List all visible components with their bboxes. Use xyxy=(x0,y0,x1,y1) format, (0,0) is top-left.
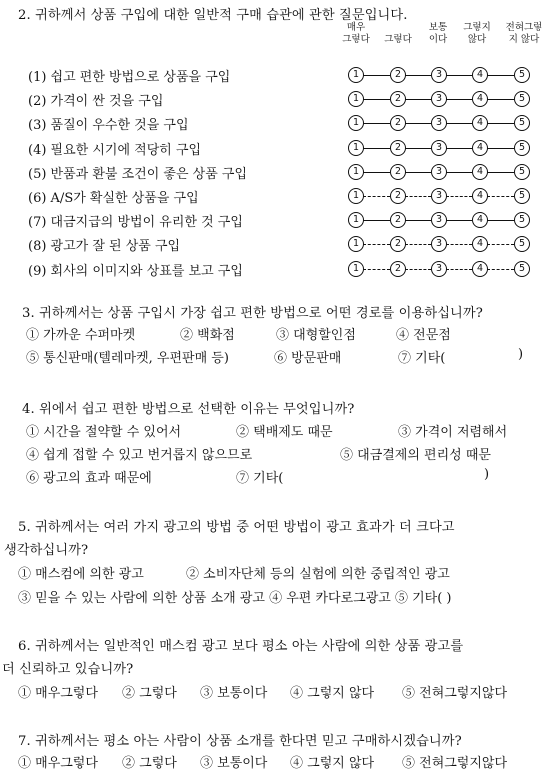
scale-connector xyxy=(363,148,390,149)
q2-rating-scale xyxy=(348,236,532,252)
rating-option-4[interactable]: 4 xyxy=(472,212,488,228)
scale-connector xyxy=(363,75,390,76)
q4-title: 4. 위에서 쉽고 편한 방법으로 선택한 이유는 무엇입니까? xyxy=(22,402,355,417)
q2-title: 2. 귀하께서 상품 구입에 대한 일반적 구매 습관에 관한 질문입니다. xyxy=(18,8,408,23)
rating-option-2[interactable]: 2 xyxy=(390,236,406,252)
rating-option-4[interactable]: 4 xyxy=(472,236,488,252)
q4-option-5[interactable]: ⑤ 대금결제의 편리성 때문 xyxy=(340,448,491,463)
q6-option-5[interactable]: ⑤ 전혀그렇지않다 xyxy=(402,686,508,701)
q2-item-label: (3) 품질이 우수한 것을 구입 xyxy=(28,118,189,133)
q7-option-1[interactable]: ① 매우그렇다 xyxy=(18,756,98,771)
rating-option-2[interactable]: 2 xyxy=(390,164,406,180)
rating-option-1[interactable]: 1 xyxy=(348,140,364,156)
rating-option-5[interactable]: 5 xyxy=(514,164,530,180)
rating-option-5[interactable]: 5 xyxy=(514,115,530,131)
rating-option-3[interactable]: 3 xyxy=(431,140,447,156)
rating-option-5[interactable]: 5 xyxy=(514,236,530,252)
q3-option-4[interactable]: ④ 전문점 xyxy=(396,328,451,343)
rating-option-2[interactable]: 2 xyxy=(390,212,406,228)
scale-connector xyxy=(405,196,431,197)
q7-title: 7. 귀하께서는 평소 아는 사람이 상품 소개를 한다면 믿고 구매하시겠습니까? xyxy=(18,734,462,749)
q4-option-4[interactable]: ④ 쉽게 접할 수 있고 번거롭지 않으므로 xyxy=(26,448,253,463)
q6-option-4[interactable]: ④ 그렇지 않다 xyxy=(290,686,375,701)
q2-header-3: 보통 이다 xyxy=(428,22,448,45)
scale-connector xyxy=(446,196,472,197)
scale-connector xyxy=(446,172,472,173)
rating-option-4[interactable]: 4 xyxy=(472,140,488,156)
rating-option-1[interactable]: 1 xyxy=(348,115,364,131)
scale-connector xyxy=(363,220,390,221)
q3-option-7[interactable]: ⑦ 기타( xyxy=(398,351,446,366)
q4-option-2[interactable]: ② 택배제도 때문 xyxy=(236,425,333,440)
scale-connector xyxy=(363,244,390,245)
scale-connector xyxy=(405,269,431,270)
q2-header-4: 그렇지 않다 xyxy=(463,22,491,45)
rating-option-4[interactable]: 4 xyxy=(472,164,488,180)
q2-header-1: 매우 그렇다 xyxy=(342,22,370,45)
rating-option-2[interactable]: 2 xyxy=(390,67,406,83)
q4-option-7-close: ) xyxy=(484,467,490,482)
rating-option-4[interactable]: 4 xyxy=(472,115,488,131)
rating-option-3[interactable]: 3 xyxy=(431,261,447,277)
q3-option-3[interactable]: ③ 대형할인점 xyxy=(276,328,356,343)
q2-rating-scale xyxy=(348,261,532,277)
rating-option-2[interactable]: 2 xyxy=(390,261,406,277)
rating-option-5[interactable]: 5 xyxy=(514,188,530,204)
scale-connector xyxy=(487,244,514,245)
q2-item-label: (4) 필요한 시기에 적당히 구입 xyxy=(28,143,202,158)
rating-option-2[interactable]: 2 xyxy=(390,188,406,204)
q7-option-2[interactable]: ② 그렇다 xyxy=(122,756,177,771)
q2-header-5: 전혀그렇 지 않다 xyxy=(505,22,543,45)
rating-option-5[interactable]: 5 xyxy=(514,212,530,228)
rating-option-5[interactable]: 5 xyxy=(514,67,530,83)
q3-title: 3. 귀하께서는 상품 구입시 가장 쉽고 편한 방법으로 어떤 경로를 이용하십니까? xyxy=(22,306,483,321)
q3-option-5[interactable]: ⑤ 통신판매(텔레마켓, 우편판매 등) xyxy=(26,351,229,366)
rating-option-3[interactable]: 3 xyxy=(431,188,447,204)
q6-option-1[interactable]: ① 매우그렇다 xyxy=(18,686,98,701)
q4-option-7[interactable]: ⑦ 기타( xyxy=(236,471,284,486)
rating-option-4[interactable]: 4 xyxy=(472,67,488,83)
q2-item-label: (1) 쉽고 편한 방법으로 상품을 구입 xyxy=(28,70,231,85)
scale-connector xyxy=(363,269,390,270)
rating-option-5[interactable]: 5 xyxy=(514,140,530,156)
scale-connector xyxy=(446,269,472,270)
rating-option-3[interactable]: 3 xyxy=(431,115,447,131)
scale-connector xyxy=(405,99,431,100)
scale-connector xyxy=(405,123,431,124)
scale-connector xyxy=(446,148,472,149)
rating-option-1[interactable]: 1 xyxy=(348,91,364,107)
rating-option-2[interactable]: 2 xyxy=(390,115,406,131)
q7-option-5[interactable]: ⑤ 전혀그렇지않다 xyxy=(402,756,508,771)
scale-connector xyxy=(487,75,514,76)
rating-option-3[interactable]: 3 xyxy=(431,236,447,252)
q3-option-2[interactable]: ② 백화점 xyxy=(180,328,235,343)
rating-option-1[interactable]: 1 xyxy=(348,261,364,277)
q4-option-1[interactable]: ① 시간을 절약할 수 있어서 xyxy=(26,425,182,440)
scale-connector xyxy=(487,148,514,149)
rating-option-4[interactable]: 4 xyxy=(472,261,488,277)
q7-option-4[interactable]: ④ 그렇지 않다 xyxy=(290,756,375,771)
q2-item-label: (2) 가격이 싼 것을 구입 xyxy=(28,94,164,109)
q3-option-6[interactable]: ⑥ 방문판매 xyxy=(274,351,342,366)
scale-connector xyxy=(363,99,390,100)
q5-options-3-to-5[interactable]: ③ 믿을 수 있는 사람에 의한 상품 소개 광고 ④ 우편 카다로그광고 ⑤ 기타( ) xyxy=(18,591,452,606)
rating-option-2[interactable]: 2 xyxy=(390,91,406,107)
q6-option-3[interactable]: ③ 보통이다 xyxy=(200,686,268,701)
q2-item-label: (6) A/S가 확실한 상품을 구입 xyxy=(28,191,199,206)
scale-connector xyxy=(446,75,472,76)
scale-connector xyxy=(405,75,431,76)
q2-rating-scale xyxy=(348,115,532,131)
rating-option-1[interactable]: 1 xyxy=(348,212,364,228)
q2-item-label: (8) 광고가 잘 된 상품 구입 xyxy=(28,239,181,254)
rating-option-3[interactable]: 3 xyxy=(431,164,447,180)
q7-option-3[interactable]: ③ 보통이다 xyxy=(200,756,268,771)
q5-option-2[interactable]: ② 소비자단체 등의 실험에 의한 중립적인 광고 xyxy=(186,567,450,582)
q5-title-line1: 5. 귀하께서는 여러 가지 광고의 방법 중 어떤 방법이 광고 효과가 더 크다고 xyxy=(18,520,455,535)
rating-option-4[interactable]: 4 xyxy=(472,91,488,107)
q2-header-2: 그렇다 xyxy=(384,34,412,45)
scale-connector xyxy=(446,244,472,245)
q2-rating-scale xyxy=(348,140,532,156)
q5-title-line2: 생각하십니까? xyxy=(4,543,89,558)
scale-connector xyxy=(487,269,514,270)
rating-option-3[interactable]: 3 xyxy=(431,67,447,83)
q2-item-label: (7) 대금지급의 방법이 유리한 것 구입 xyxy=(28,215,243,230)
scale-connector xyxy=(363,172,390,173)
scale-connector xyxy=(405,148,431,149)
rating-option-5[interactable]: 5 xyxy=(514,91,530,107)
scale-connector xyxy=(405,220,431,221)
q2-rating-scale xyxy=(348,91,532,107)
q2-rating-scale xyxy=(348,164,532,180)
q3-option-1[interactable]: ① 가까운 수퍼마켓 xyxy=(26,328,136,343)
scale-connector xyxy=(405,244,431,245)
scale-connector xyxy=(446,220,472,221)
rating-option-1[interactable]: 1 xyxy=(348,164,364,180)
rating-option-5[interactable]: 5 xyxy=(514,261,530,277)
scale-connector xyxy=(405,172,431,173)
rating-option-1[interactable]: 1 xyxy=(348,236,364,252)
rating-option-2[interactable]: 2 xyxy=(390,140,406,156)
q2-item-label: (9) 회사의 이미지와 상표를 보고 구입 xyxy=(28,264,243,279)
q2-rating-scale xyxy=(348,188,532,204)
q2-rating-scale xyxy=(348,67,532,83)
scale-connector xyxy=(487,220,514,221)
q6-title-line1: 6. 귀하께서는 일반적인 매스컴 광고 보다 평소 아는 사람에 의한 상품 광고를 xyxy=(18,639,464,654)
q5-option-1[interactable]: ① 매스컴에 의한 광고 xyxy=(18,567,144,582)
rating-option-1[interactable]: 1 xyxy=(348,188,364,204)
rating-option-4[interactable]: 4 xyxy=(472,188,488,204)
rating-option-3[interactable]: 3 xyxy=(431,212,447,228)
q6-title-line2: 더 신뢰하고 있습니까? xyxy=(2,662,134,677)
rating-option-3[interactable]: 3 xyxy=(431,91,447,107)
q6-option-2[interactable]: ② 그렇다 xyxy=(122,686,177,701)
scale-connector xyxy=(487,172,514,173)
scale-connector xyxy=(487,123,514,124)
q2-rating-scale xyxy=(348,212,532,228)
scale-connector xyxy=(487,196,514,197)
q2-item-label: (5) 반품과 환불 조건이 좋은 상품 구입 xyxy=(28,167,248,182)
scale-connector xyxy=(363,123,390,124)
q4-option-3[interactable]: ③ 가격이 저렴해서 xyxy=(398,425,508,440)
scale-connector xyxy=(446,99,472,100)
scale-connector xyxy=(446,123,472,124)
scale-connector xyxy=(487,99,514,100)
q3-option-7-close: ) xyxy=(518,347,524,362)
q4-option-6[interactable]: ⑥ 광고의 효과 때문에 xyxy=(26,471,152,486)
rating-option-1[interactable]: 1 xyxy=(348,67,364,83)
scale-connector xyxy=(363,196,390,197)
